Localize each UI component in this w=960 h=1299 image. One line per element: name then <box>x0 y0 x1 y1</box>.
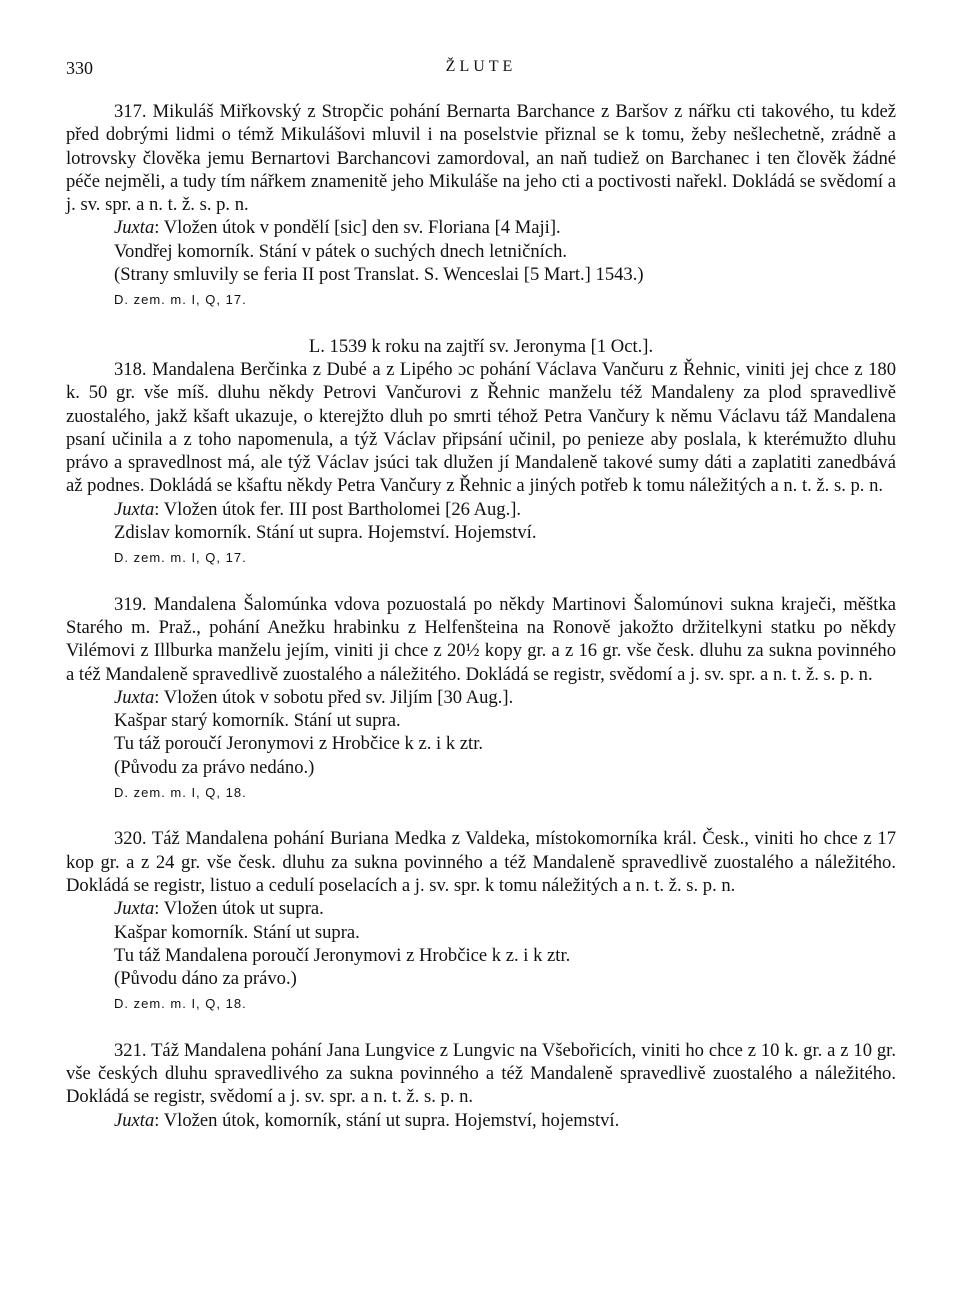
juxta-text: : Vložen útok v pondělí [sic] den sv. Floriana [4 Maji]. <box>154 217 561 239</box>
juxta-line <box>114 498 896 521</box>
entry-line: Vondřej komorník. Stání v pátek o suchých dnech letničních. <box>114 240 568 262</box>
page-header <box>66 58 896 84</box>
entry-paragraph: 321. Táž Mandalena pohání Jana Lungvice z Lungvic na Všebořicích, viniti ho chce z 10 k. gr. a z 10 gr. vše českých dluhu spravedlivého za sukna povinného a též Mandaleně spravedlivě zuostalého a náležitého. Dokládá se registr, svědomí a j. sv. spr. a n. t. ž. s. p. n. <box>66 1039 896 1108</box>
entry-317 <box>66 100 896 312</box>
body-text <box>66 100 896 1132</box>
juxta-line <box>114 1109 896 1132</box>
entry-paragraph: 317. Mikuláš Miřkovský z Stropčic pohání Bernarta Barchance z Baršov z nářku cti takového, tu kdež před dobrými lidmi o témž Mikulášovi mluvil i na poselstvie přiznal se k tomu, žeby nešlechetně, zrádně a lotrovsky člověka jemu Bernartovi Barchancovi zamordoval, an naň tudiež on Barchanec i ten člověk žádné péče nejměli, a tudy tím nářkem znamenitě jeho Mikuláše na jeho cti a poctivosti nařekl. Dokládá se svědomí a j. sv. spr. a n. t. ž. s. p. n. <box>66 101 896 216</box>
entry-line: Kašpar komorník. Stání ut supra. <box>114 921 360 943</box>
juxta-text: : Vložen útok ut supra. <box>154 898 324 920</box>
juxta-label: Juxta <box>114 498 155 520</box>
juxta-text: : Vložen útok fer. III post Bartholomei [26 Aug.]. <box>154 498 522 520</box>
entry-line: (Původu za právo nedáno.) <box>114 756 315 778</box>
page-number: 330 <box>66 58 93 78</box>
source-reference: D. zem. m. I, Q, 17. <box>114 550 247 566</box>
juxta-label: Juxta <box>114 1109 155 1131</box>
juxta-text: : Vložen útok v sobotu před sv. Jiljím [30 Aug.]. <box>154 686 514 708</box>
juxta-label: Juxta <box>114 898 155 920</box>
entry-paragraph: 318. Mandalena Berčinka z Dubé a z Lipého ɔc pohání Václava Vančuru z Řehnic, viniti jej chce z 180 k. 50 gr. vše míš. dluhu někdy Petrovi Vančurovi z Řehnic manželu též Mandaleny za plod spravedlivě zuostalého, jakž kšaft ukazuje, o kterejžto dluh po smrti téhož Petra Vančury k němu Václavu táž Mandalena psaní učinila a z toho napomenula, a týž Václav připsání učinil, po penieze aby poslala, k kterémužto dluhu právo a spravedlnost má, ale týž Václav jsúci tak dlužen jí Mandaleně takové sumy dáti a zaplatiti zanedbává až podnes. Dokládá se kšaftu někdy Petra Vančury z Řehnic a jiných potřeb k tomu náležitých a n. t. ž. s. p. n. <box>66 358 896 497</box>
entry-321 <box>66 1039 896 1132</box>
source-reference: D. zem. m. I, Q, 18. <box>114 996 247 1012</box>
juxta-line <box>114 897 896 920</box>
entry-line: (Strany smluvily se feria II post Translat. S. Wenceslai [5 Mart.] 1543.) <box>114 264 644 286</box>
entry-line: Zdislav komorník. Stání ut supra. Hojemství. Hojemství. <box>114 522 537 544</box>
source-reference: D. zem. m. I, Q, 17. <box>114 292 247 308</box>
entry-line: Tu táž poroučí Jeronymovi z Hrobčice k z. i k ztr. <box>114 733 484 755</box>
juxta-text: : Vložen útok, komorník, stání ut supra. Hojemství, hojemství. <box>154 1109 620 1131</box>
juxta-label: Juxta <box>114 217 155 239</box>
juxta-label: Juxta <box>114 686 155 708</box>
juxta-line <box>114 686 896 709</box>
juxta-line <box>114 216 896 239</box>
running-head: ŽLUTE <box>445 58 517 75</box>
entry-line: Kašpar starý komorník. Stání ut supra. <box>114 710 401 732</box>
section-heading: L. 1539 k roku na zajtří sv. Jeronyma [1 Oct.]. <box>308 335 654 357</box>
entry-319 <box>66 593 896 805</box>
entry-paragraph: 320. Táž Mandalena pohání Buriana Medka z Valdeka, místokomorníka král. Česk., viniti ho chce z 17 kop gr. a z 24 gr. vše česk. dluhu za sukna povinného a též Mandaleně spravedlivě zuostalého a náležitého. Dokládá se registr, listuo a cedulí poselacích a j. sv. spr. k tomu náležitých a n. t. ž. s. p. n. <box>66 828 896 896</box>
entry-318 <box>66 335 896 570</box>
entry-paragraph: 319. Mandalena Šalomúnka vdova pozuostalá po někdy Martinovi Šalomúnovi sukna kraječi, měštka Starého m. Praž., pohání Anežku hrabinku z Helfenšteina na Ronově jakožto držitelkyni statku po někdy Vilémovi z Illburka manželu jejím, viniti ji chce z 20½ kopy gr. a z 16 gr. vše česk. dluhu za sukna povinného a též Mandaleně spravedlivě zuostalého a náležitého. Dokládá se registr, svědomí a j. sv. spr. a n. t. ž. s. p. n. <box>66 593 896 685</box>
entry-320 <box>66 827 896 1015</box>
entry-line: (Původu dáno za právo.) <box>114 968 297 990</box>
entry-line: Tu táž Mandalena poroučí Jeronymovi z Hrobčice k z. i k ztr. <box>114 944 571 966</box>
source-reference: D. zem. m. I, Q, 18. <box>114 785 247 801</box>
